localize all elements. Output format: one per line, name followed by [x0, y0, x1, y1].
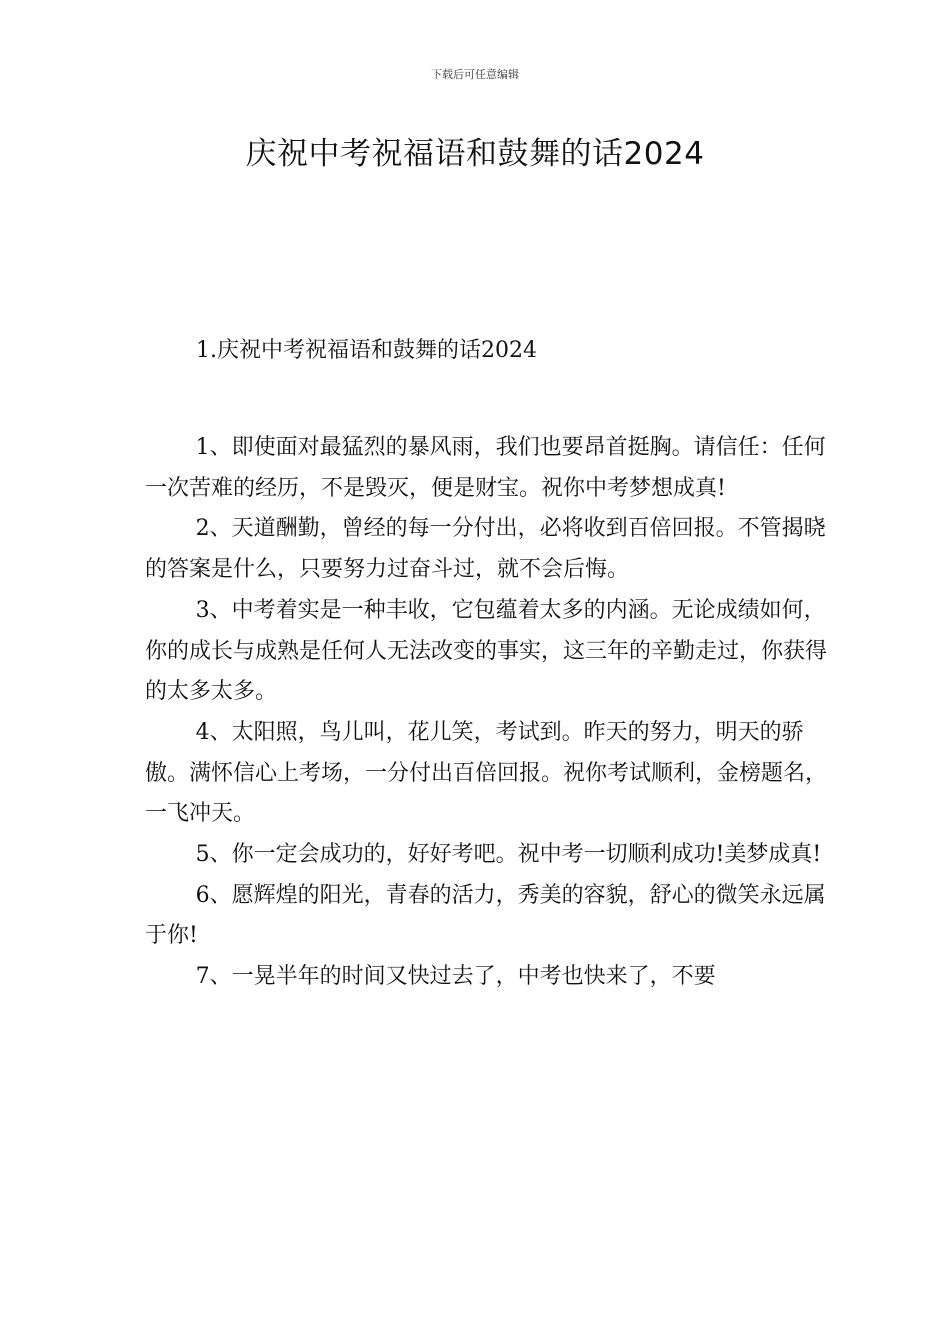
- paragraph-4: 4、太阳照，鸟儿叫，花儿笑，考试到。昨天的努力，明天的骄傲。满怀信心上考场，一分付出百倍回报。祝你考试顺利，金榜题名，一飞冲天。: [145, 719, 828, 827]
- section-heading: 1.庆祝中考祝福语和鼓舞的话2024: [196, 338, 537, 363]
- paragraph-1: 1、即使面对最猛烈的暴风雨，我们也要昂首挺胸。请信任：任何一次苦难的经历，不是毁灭，便是财宝。祝你中考梦想成真!: [145, 435, 826, 501]
- paragraph-3: 3、中考着实是一种丰收，它包蕴着太多的内涵。无论成绩如何，你的成长与成熟是任何人无法改变的事实，这三年的辛勤走过，你获得的太多太多。: [145, 597, 828, 705]
- page-title: 庆祝中考祝福语和鼓舞的话2024: [245, 136, 705, 172]
- paragraph-6: 6、愿辉煌的阳光，青春的活力，秀美的容貌，舒心的微笑永远属于你!: [145, 882, 826, 949]
- paragraph-2: 2、天道酬勤，曾经的每一分付出，必将收到百倍回报。不管揭晓的答案是什么，只要努力过奋斗过，就不会后悔。: [145, 516, 826, 583]
- paragraph-7: 7、一晃半年的时间又快过去了，中考也快来了，不要: [195, 964, 716, 990]
- header-note: 下载后可任意编辑: [431, 68, 519, 81]
- paragraph-5: 5、你一定会成功的，好好考吧。祝中考一切顺利成功!美梦成真!: [195, 842, 822, 868]
- body-text: [145, 428, 845, 998]
